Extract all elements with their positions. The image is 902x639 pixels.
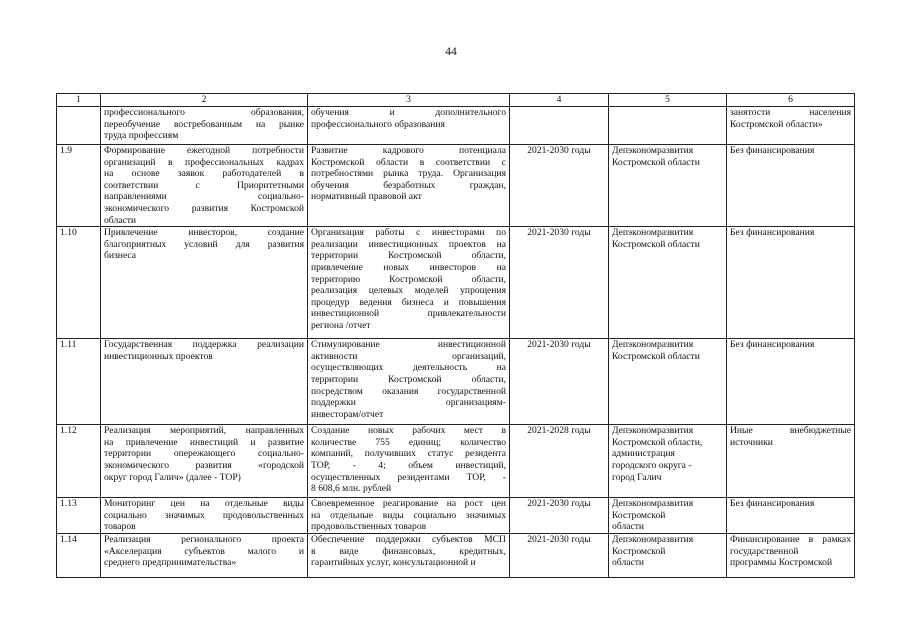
funding-cell-line: Без финансирования bbox=[730, 498, 815, 510]
funding-cell-line: Без финансирования bbox=[730, 227, 815, 239]
content-cell-line: реализация целевых моделей упрощения bbox=[311, 285, 506, 297]
content-cell-line: инвестиционной привлекательности bbox=[311, 308, 506, 320]
content-cell-line: территорию Костромской области, bbox=[311, 273, 506, 285]
funding-cell bbox=[727, 227, 855, 339]
funding-cell bbox=[727, 107, 855, 145]
event-cell-line: бизнеса bbox=[104, 250, 137, 262]
header-col-1: 1 bbox=[57, 94, 101, 107]
content-cell-line: на отдельные виды социально значимых bbox=[311, 509, 506, 521]
executor-cell-line: администрация bbox=[612, 448, 675, 460]
executor-cell-line: Костромской bbox=[612, 545, 666, 557]
term-cell: 2021-2030 годы bbox=[510, 498, 609, 534]
funding-cell bbox=[727, 339, 855, 425]
event-cell-line: области bbox=[104, 214, 137, 226]
event-cell-line: на основе заявок работодателей в bbox=[104, 168, 304, 180]
event-cell-line: направлениями социально- bbox=[104, 191, 304, 203]
content-cell-line: ТОР, - 4; объем инвестиций, bbox=[311, 459, 506, 471]
content-cell-line: поддержки организациям- bbox=[311, 397, 506, 409]
header-col-4: 4 bbox=[510, 94, 609, 107]
table-row bbox=[57, 227, 855, 339]
table-row bbox=[57, 107, 855, 145]
event-cell-line: экономического развития Костромской bbox=[104, 202, 304, 214]
content-cell bbox=[308, 339, 510, 425]
funding-cell-line: Без финансирования bbox=[730, 145, 815, 156]
executor-cell bbox=[609, 107, 727, 145]
content-cell bbox=[308, 498, 510, 534]
executor-cell bbox=[609, 227, 727, 339]
funding-cell-line: источники bbox=[730, 436, 773, 448]
content-cell-line: обучения безработных граждан, bbox=[311, 179, 506, 191]
funding-cell-line: Костромской области» bbox=[730, 118, 823, 130]
table-row bbox=[57, 533, 855, 577]
executor-cell-line: городского округа - bbox=[612, 459, 692, 471]
event-cell-line: на привлечение инвестиций и развитие bbox=[104, 436, 304, 448]
event-cell-line: переобучение востребованным на рынке bbox=[104, 118, 304, 130]
header-col-5: 5 bbox=[609, 94, 727, 107]
funding-cell-line: Финансирование в рамках bbox=[730, 533, 851, 545]
table-row bbox=[57, 145, 855, 227]
event-cell-line: экономического развития «городской bbox=[104, 459, 304, 471]
event-cell-line: «Акселерация субъектов малого и bbox=[104, 545, 304, 557]
content-cell-line: посредством оказания государственной bbox=[311, 385, 506, 397]
item-number bbox=[57, 107, 101, 145]
content-cell-line: Стимулирование инвестиционной bbox=[311, 339, 506, 351]
content-cell-line: Организация работы с инвесторами по bbox=[311, 227, 506, 239]
content-cell bbox=[308, 533, 510, 577]
table-row bbox=[57, 498, 855, 534]
event-cell-line: соответствии с Приоритетными bbox=[104, 179, 304, 191]
executor-cell bbox=[609, 339, 727, 425]
content-cell-line: осуществляющих деятельность на bbox=[311, 362, 506, 374]
executor-cell-line: Костромской bbox=[612, 509, 666, 521]
content-cell-line: процедур ведения бизнеса и повышения bbox=[311, 296, 506, 308]
executor-cell-line: Депэкономразвития bbox=[612, 227, 694, 239]
executor-cell bbox=[609, 425, 727, 498]
event-cell-line: организаций в профессиональных кадрах bbox=[104, 156, 304, 168]
content-cell-line: региона /отчет bbox=[311, 319, 371, 331]
funding-cell bbox=[727, 533, 855, 577]
content-cell-line: привлечение новых инвесторов на bbox=[311, 261, 506, 273]
page-number: 44 bbox=[445, 46, 457, 58]
funding-cell-line: занятости населения bbox=[730, 107, 851, 118]
item-number: 1.11 bbox=[57, 339, 101, 425]
executor-cell-line: Депэкономразвития bbox=[612, 498, 694, 510]
content-cell bbox=[308, 107, 510, 145]
event-cell bbox=[101, 339, 308, 425]
event-cell-line: округ город Галич» (далее - ТОР) bbox=[104, 471, 241, 483]
content-cell-line: количестве 755 единиц; количество bbox=[311, 436, 506, 448]
content-cell-line: Своевременное реагирование на рост цен bbox=[311, 498, 506, 510]
table-row bbox=[57, 425, 855, 498]
event-cell-line: труда профессиям bbox=[104, 130, 179, 142]
content-cell-line: нормативный правовой акт bbox=[311, 191, 422, 203]
funding-cell-line: программы Костромской bbox=[730, 557, 833, 569]
content-cell bbox=[308, 425, 510, 498]
term-cell bbox=[510, 107, 609, 145]
content-cell bbox=[308, 227, 510, 339]
event-cell-line: Формирование ежегодной потребности bbox=[104, 145, 304, 156]
term-cell: 2021-2030 годы bbox=[510, 339, 609, 425]
content-cell-line: 8 608,6 млн. рублей bbox=[311, 483, 392, 495]
event-cell-line: социально значимых продовольственных bbox=[104, 509, 304, 521]
content-cell-line: в виде финансовых, кредитных, bbox=[311, 545, 506, 557]
event-cell-line: инвестиционных проектов bbox=[104, 350, 213, 362]
header-col-3: 3 bbox=[308, 94, 510, 107]
executor-cell-line: Депэкономразвития bbox=[612, 533, 694, 545]
item-number: 1.9 bbox=[57, 145, 101, 227]
executor-cell-line: Костромской области bbox=[612, 238, 700, 250]
event-cell-line: Государственная поддержка реализации bbox=[104, 339, 304, 351]
content-cell-line: инвесторам/отчет bbox=[311, 408, 384, 420]
event-cell-line: товаров bbox=[104, 521, 136, 533]
header-col-2: 2 bbox=[101, 94, 308, 107]
funding-cell-line: Иные внебюджетные bbox=[730, 425, 851, 437]
funding-cell bbox=[727, 145, 855, 227]
executor-cell-line: Костромской области bbox=[612, 156, 700, 168]
executor-cell bbox=[609, 498, 727, 534]
term-cell: 2021-2030 годы bbox=[510, 227, 609, 339]
event-cell bbox=[101, 227, 308, 339]
measures-table bbox=[56, 93, 855, 578]
item-number: 1.12 bbox=[57, 425, 101, 498]
funding-cell bbox=[727, 425, 855, 498]
event-cell bbox=[101, 145, 308, 227]
content-cell-line: Создание новых рабочих мест в bbox=[311, 425, 506, 437]
header-col-6: 6 bbox=[727, 94, 855, 107]
content-cell-line: потребностями рынка труда. Организация bbox=[311, 168, 506, 180]
funding-cell-line: государственной bbox=[730, 545, 799, 557]
event-cell bbox=[101, 425, 308, 498]
event-cell bbox=[101, 533, 308, 577]
content-cell-line: реализации инвестиционных проектов на bbox=[311, 238, 506, 250]
content-cell-line: активности организаций, bbox=[311, 350, 506, 362]
content-cell-line: обучения и дополнительного bbox=[311, 107, 506, 118]
item-number: 1.13 bbox=[57, 498, 101, 534]
event-cell-line: профессионального образования, bbox=[104, 107, 304, 118]
content-cell-line: профессионального образования bbox=[311, 118, 445, 130]
term-cell: 2021-2030 годы bbox=[510, 533, 609, 577]
executor-cell-line: Депэкономразвития bbox=[612, 425, 694, 437]
event-cell-line: Мониторинг цен на отдельные виды bbox=[104, 498, 304, 510]
content-cell-line: Костромской области в соответствии с bbox=[311, 156, 506, 168]
term-cell: 2021-2030 годы bbox=[510, 145, 609, 227]
table-row bbox=[57, 339, 855, 425]
event-cell-line: Привлечение инвесторов, создание bbox=[104, 227, 304, 239]
content-cell-line: гарантийных услуг, консультационной и bbox=[311, 557, 476, 569]
header-row bbox=[57, 94, 855, 107]
executor-cell bbox=[609, 145, 727, 227]
content-cell-line: компаний, получивших статус резидента bbox=[311, 448, 506, 460]
content-cell-line: Развитие кадрового потенциала bbox=[311, 145, 506, 156]
content-cell-line: территории Костромской области, bbox=[311, 250, 506, 262]
term-cell: 2021-2028 годы bbox=[510, 425, 609, 498]
executor-cell-line: области bbox=[612, 557, 645, 569]
item-number: 1.14 bbox=[57, 533, 101, 577]
executor-cell-line: Депэкономразвития bbox=[612, 339, 694, 351]
event-cell bbox=[101, 498, 308, 534]
executor-cell bbox=[609, 533, 727, 577]
event-cell-line: благоприятных условий для развития bbox=[104, 238, 304, 250]
content-cell bbox=[308, 145, 510, 227]
content-cell-line: территории Костромской области, bbox=[311, 373, 506, 385]
event-cell bbox=[101, 107, 308, 145]
event-cell-line: территории опережающего социально- bbox=[104, 448, 304, 460]
executor-cell-line: Костромской области, bbox=[612, 436, 703, 448]
executor-cell-line: Костромской области bbox=[612, 350, 700, 362]
executor-cell-line: Депэкономразвития bbox=[612, 145, 694, 156]
content-cell-line: Обеспечение поддержки субъектов МСП bbox=[311, 533, 506, 545]
content-cell-line: продовольственных товаров bbox=[311, 521, 427, 533]
event-cell-line: среднего предпринимательства» bbox=[104, 557, 237, 569]
executor-cell-line: области bbox=[612, 521, 645, 533]
item-number: 1.10 bbox=[57, 227, 101, 339]
executor-cell-line: город Галич bbox=[612, 471, 662, 483]
content-cell-line: осуществленных резидентами ТОР, - bbox=[311, 471, 506, 483]
funding-cell bbox=[727, 498, 855, 534]
funding-cell-line: Без финансирования bbox=[730, 339, 815, 351]
event-cell-line: Реализация регионального проекта bbox=[104, 533, 304, 545]
event-cell-line: Реализация мероприятий, направленных bbox=[104, 425, 304, 437]
